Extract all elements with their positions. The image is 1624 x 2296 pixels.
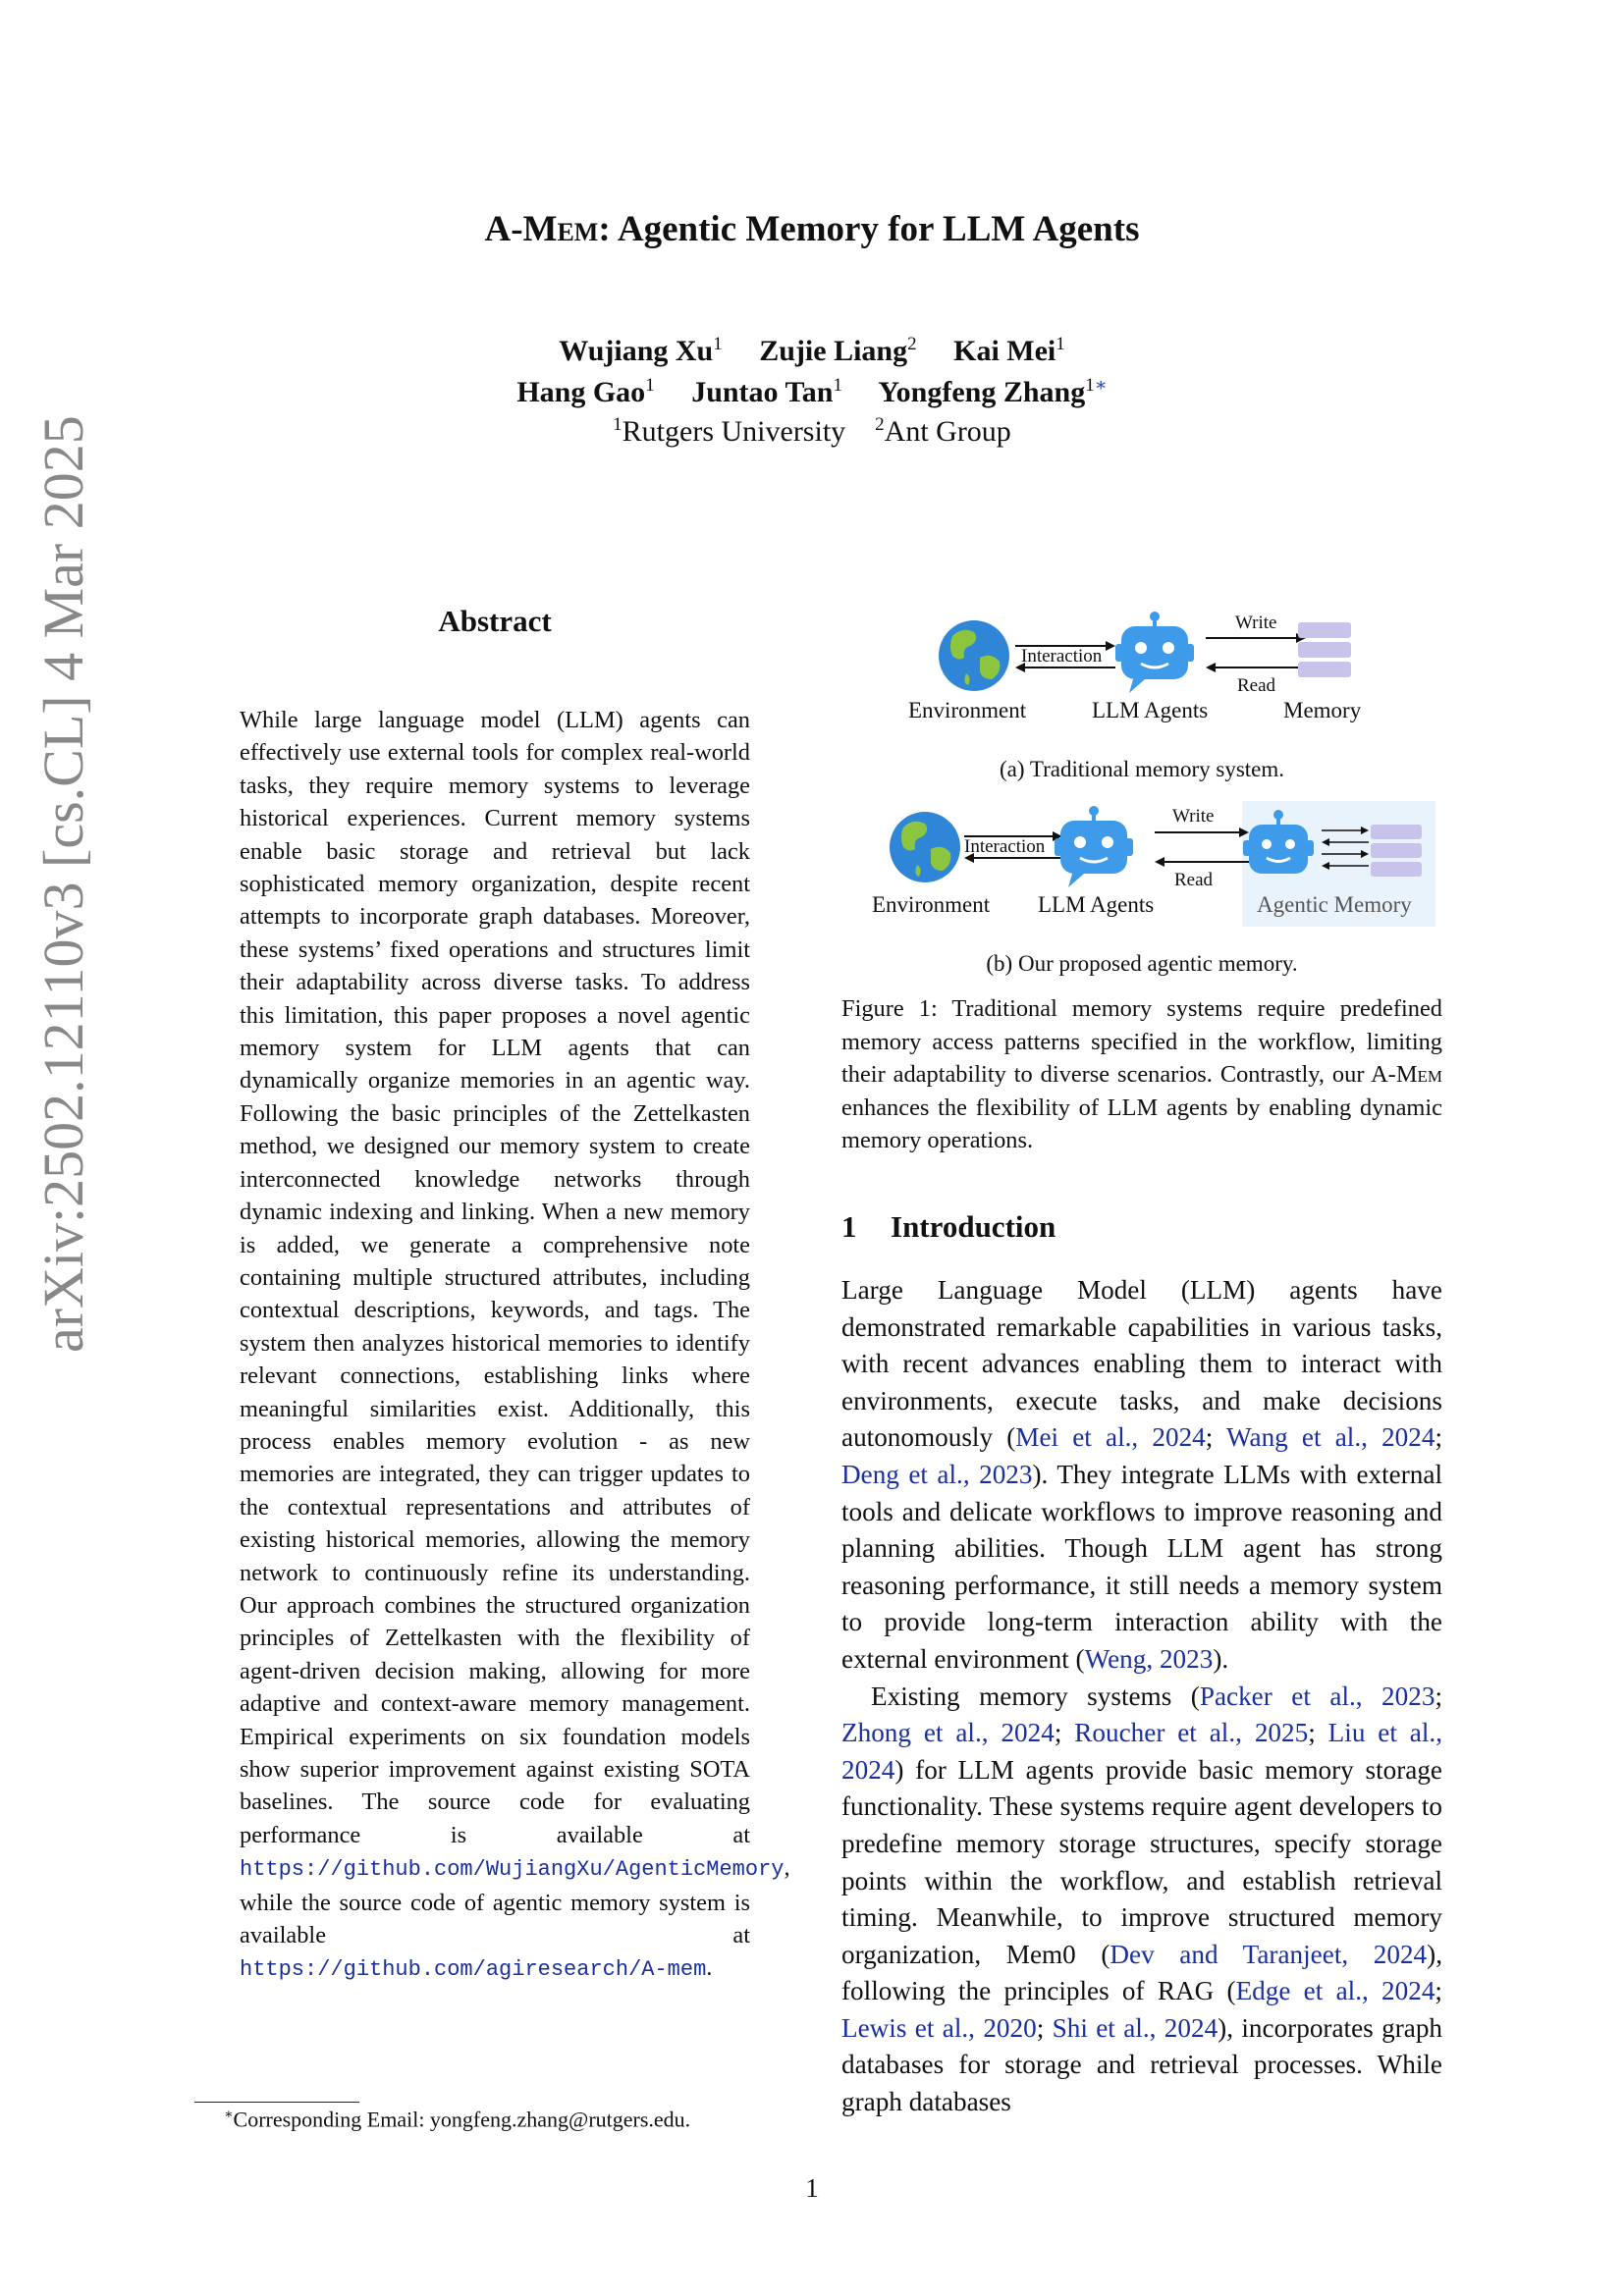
citation-link[interactable]: Packer et al., 2023 [1199, 1681, 1435, 1711]
arxiv-identifier: arXiv:2502.12110v3 [cs.CL] 4 Mar 2025 [31, 415, 95, 1353]
robot-icon [1055, 806, 1133, 887]
author-affil-mark: 1∗ [1085, 375, 1108, 396]
write-read-arrows [1155, 828, 1249, 867]
robot-icon [1115, 612, 1194, 693]
title-prefix: A- [484, 209, 523, 249]
write-label: Write [1235, 613, 1277, 633]
author-affil-mark: 2 [907, 334, 917, 354]
author-line-1 [0, 334, 1624, 368]
citation-link[interactable]: Weng, 2023 [1084, 1643, 1214, 1674]
repo-link[interactable]: https://github.com/agiresearch/A-mem [240, 1957, 707, 1983]
author-name: Juntao Tan [691, 376, 834, 408]
citation-link[interactable]: Liu et al., 2024 [841, 1718, 1442, 1785]
citation-link[interactable]: Dev and Taranjeet, 2024 [1110, 1939, 1428, 1969]
memory-stack-icon [1298, 622, 1351, 677]
abstract-text: , while the source code of agentic memory system is available at [240, 1854, 790, 1949]
author-name: Zujie Liang [759, 335, 908, 367]
section-title: Introduction [891, 1209, 1056, 1244]
figure-caption: Figure 1: Traditional memory systems require predefined memory access patterns specified in the workflow, limiting their adaptability to diverse scenarios. Contrastly, our A-Mem enhances the flexibility of LLM agents by enabling dynamic memory operations. [841, 995, 1442, 1153]
corresponding-author-star[interactable]: ∗ [1094, 375, 1108, 396]
abstract-body: While large language model (LLM) agents can effectively use external tools for complex real-world tasks, they require memory systems to leverage historical experiences. Current memory systems enable basic storage and retrieval but lack sophisticated memory organization, despite recent attempts to incorporate graph databases. Moreover, these systems’ fixed operations and structures limit their adaptability across diverse tasks. To address this limitation, this paper proposes a novel agentic memory system for LLM agents that can dynamically organize memories in an agentic way. Following the basic principles of the Zettelkasten method, we designed our memory system to create interconnected knowledge networks through dynamic indexing and linking. When a new memory is added, we generate a comprehensive note containing multiple structured attributes, including contextual descriptions, keywords, and tags. The system then analyzes historical memories to identify relevant connections, establishing links where meaningful similarities exist. Additionally, this process enables memory evolution - as new memories are integrated, they can trigger updates to the contextual representations and attributes of existing historical memories, allowing the memory network to continuously refine its understanding. Our approach combines the structured organization principles of Zettelkasten with the flexibility of agent-driven decision making, allowing for more adaptive and context-aware memory management. Empirical experiments on six foundation models show superior improvement against existing SOTA baselines. The source code for evaluating performance is available at https://github.com/WujiangXu/AgenticMemory, while the source code of agentic memory system is available at https://github.com/agiresearch/A-mem. [240, 707, 790, 1983]
author-affil-mark: 1 [713, 334, 723, 354]
subcaption-b: (b) Our proposed agentic memory. [986, 951, 1298, 976]
llm-agents-label: LLM Agents [1092, 698, 1209, 722]
section-number: 1 [841, 1209, 857, 1244]
title-rest: : Agentic Memory for LLM Agents [598, 209, 1140, 249]
environment-label: Environment [908, 698, 1027, 722]
citation-link[interactable]: Edge et al., 2024 [1235, 1976, 1435, 2006]
author-name: Wujiang Xu [559, 335, 714, 367]
memory-label: Memory [1283, 698, 1362, 722]
affil-mark: 1 [613, 414, 623, 435]
citation-link[interactable]: Deng et al., 2023 [841, 1459, 1033, 1489]
author-name: Yongfeng Zhang [878, 376, 1086, 408]
read-label: Read [1237, 675, 1276, 696]
author-affil-mark: 1 [645, 375, 655, 396]
interaction-label: Interaction [964, 836, 1046, 857]
citation-link[interactable]: Shi et al., 2024 [1052, 2012, 1218, 2043]
footnote [224, 2107, 690, 2132]
interaction-label: Interaction [1021, 646, 1103, 667]
environment-label: Environment [872, 892, 991, 917]
affiliation: Rutgers University [622, 415, 846, 448]
paragraph: Existing memory systems (Packer et al., 2023; Zhong et al., 2024; Roucher et al., 2025; Liu et al., 2024) for LLM agents provide basic memory storage functionality. These systems require agent developers to predefine memory storage structures, specify storage points within the workflow, and establish retrieval timing. Meanwhile, to improve structured memory organization, Mem0 (Dev and Taranjeet, 2024), following the principles of RAG (Edge et al., 2024; Lewis et al., 2020; Shi et al., 2024), incorporates graph databases for storage and retrieval processes. While graph databases [841, 1681, 1443, 2117]
read-label: Read [1174, 870, 1214, 890]
affil-mark: 2 [875, 414, 885, 435]
footnote-text: Corresponding Email: yongfeng.zhang@rutgers.edu. [233, 2107, 691, 2132]
affiliation: Ant Group [884, 415, 1011, 448]
introduction-body [841, 1272, 1442, 2121]
citation-link[interactable]: Zhong et al., 2024 [841, 1718, 1055, 1748]
globe-icon [890, 812, 960, 882]
footnote-rule [194, 2102, 359, 2103]
footnote-mark: ∗ [224, 2108, 234, 2122]
citation-link[interactable]: Lewis et al., 2020 [841, 2012, 1037, 2043]
agentic-memory-label: Agentic Memory [1257, 892, 1412, 917]
paper-title [0, 208, 1624, 250]
caption-label: Figure 1: [841, 995, 938, 1022]
title-smallcaps: Mem [522, 209, 599, 249]
code-link[interactable]: https://github.com/WujiangXu/AgenticMemory [240, 1857, 785, 1883]
section-heading [841, 1209, 1442, 1245]
paragraph: Large Language Model (LLM) agents have demonstrated remarkable capabilities in various tasks, with recent advances enabling them to interact with environments, execute tasks, and make decisions autonomously (Mei et al., 2024; Wang et al., 2024; Deng et al., 2023). They integrate LLMs with external tools and delicate workflows to improve reasoning and planning abilities. Though LLM agent has strong reasoning performance, it still needs a memory system to provide long-term interaction ability with the external environment (Weng, 2023). [841, 1275, 1443, 1674]
author-affil-mark: 1 [1056, 334, 1065, 354]
author-affil-mark: 1 [833, 375, 842, 396]
write-read-arrows [1206, 633, 1306, 672]
citation-link[interactable]: Roucher et al., 2025 [1074, 1718, 1309, 1748]
citation-link[interactable]: Mei et al., 2024 [1015, 1422, 1206, 1453]
write-label: Write [1172, 806, 1215, 827]
abstract-heading: Abstract [438, 604, 552, 638]
author-name: Hang Gao [516, 376, 646, 408]
llm-agents-label: LLM Agents [1038, 892, 1155, 917]
page-number: 1 [805, 2173, 819, 2203]
memory-stack-icon [1371, 825, 1422, 877]
subcaption-a: (a) Traditional memory system. [999, 757, 1285, 781]
citation-link[interactable]: Wang et al., 2024 [1226, 1422, 1435, 1453]
abstract-text: While large language model (LLM) agents can effectively use external tools for complex real-world tasks, they require memory systems to leverage historical experiences. Current memory systems enable basic storage and retrieval but lack sophisticated memory organization, despite recent attempts to incorporate graph databases. Moreover, these systems’ fixed operations and structures limit their adaptability across diverse tasks. To address this limitation, this paper proposes a novel agentic memory system for LLM agents that can dynamically organize memories in an agentic way. Following the basic principles of the Zettelkasten method, we designed our memory system to create interconnected knowledge networks through dynamic indexing and linking. When a new memory is added, we generate a comprehensive note containing multiple structured attributes, including contextual descriptions, keywords, and tags. The system then analyzes historical memories to identify relevant connections, establishing links where meaningful similarities exist. Additionally, this process enables memory evolution - as new memories are integrated, they can trigger updates to the contextual representations and attributes of existing historical memories, allowing the memory network to continuously refine its understanding. Our approach combines the structured organization principles of Zettelkasten with the flexibility of agent-driven decision making, allowing for more adaptive and context-aware memory management. Empirical experiments on six foundation models show superior improvement against existing SOTA baselines. The source code for evaluating performance is available at [240, 707, 750, 1848]
author-name: Kai Mei [953, 335, 1056, 367]
author-line-2 [0, 374, 1624, 409]
affiliations [0, 414, 1624, 449]
globe-icon [939, 620, 1009, 691]
